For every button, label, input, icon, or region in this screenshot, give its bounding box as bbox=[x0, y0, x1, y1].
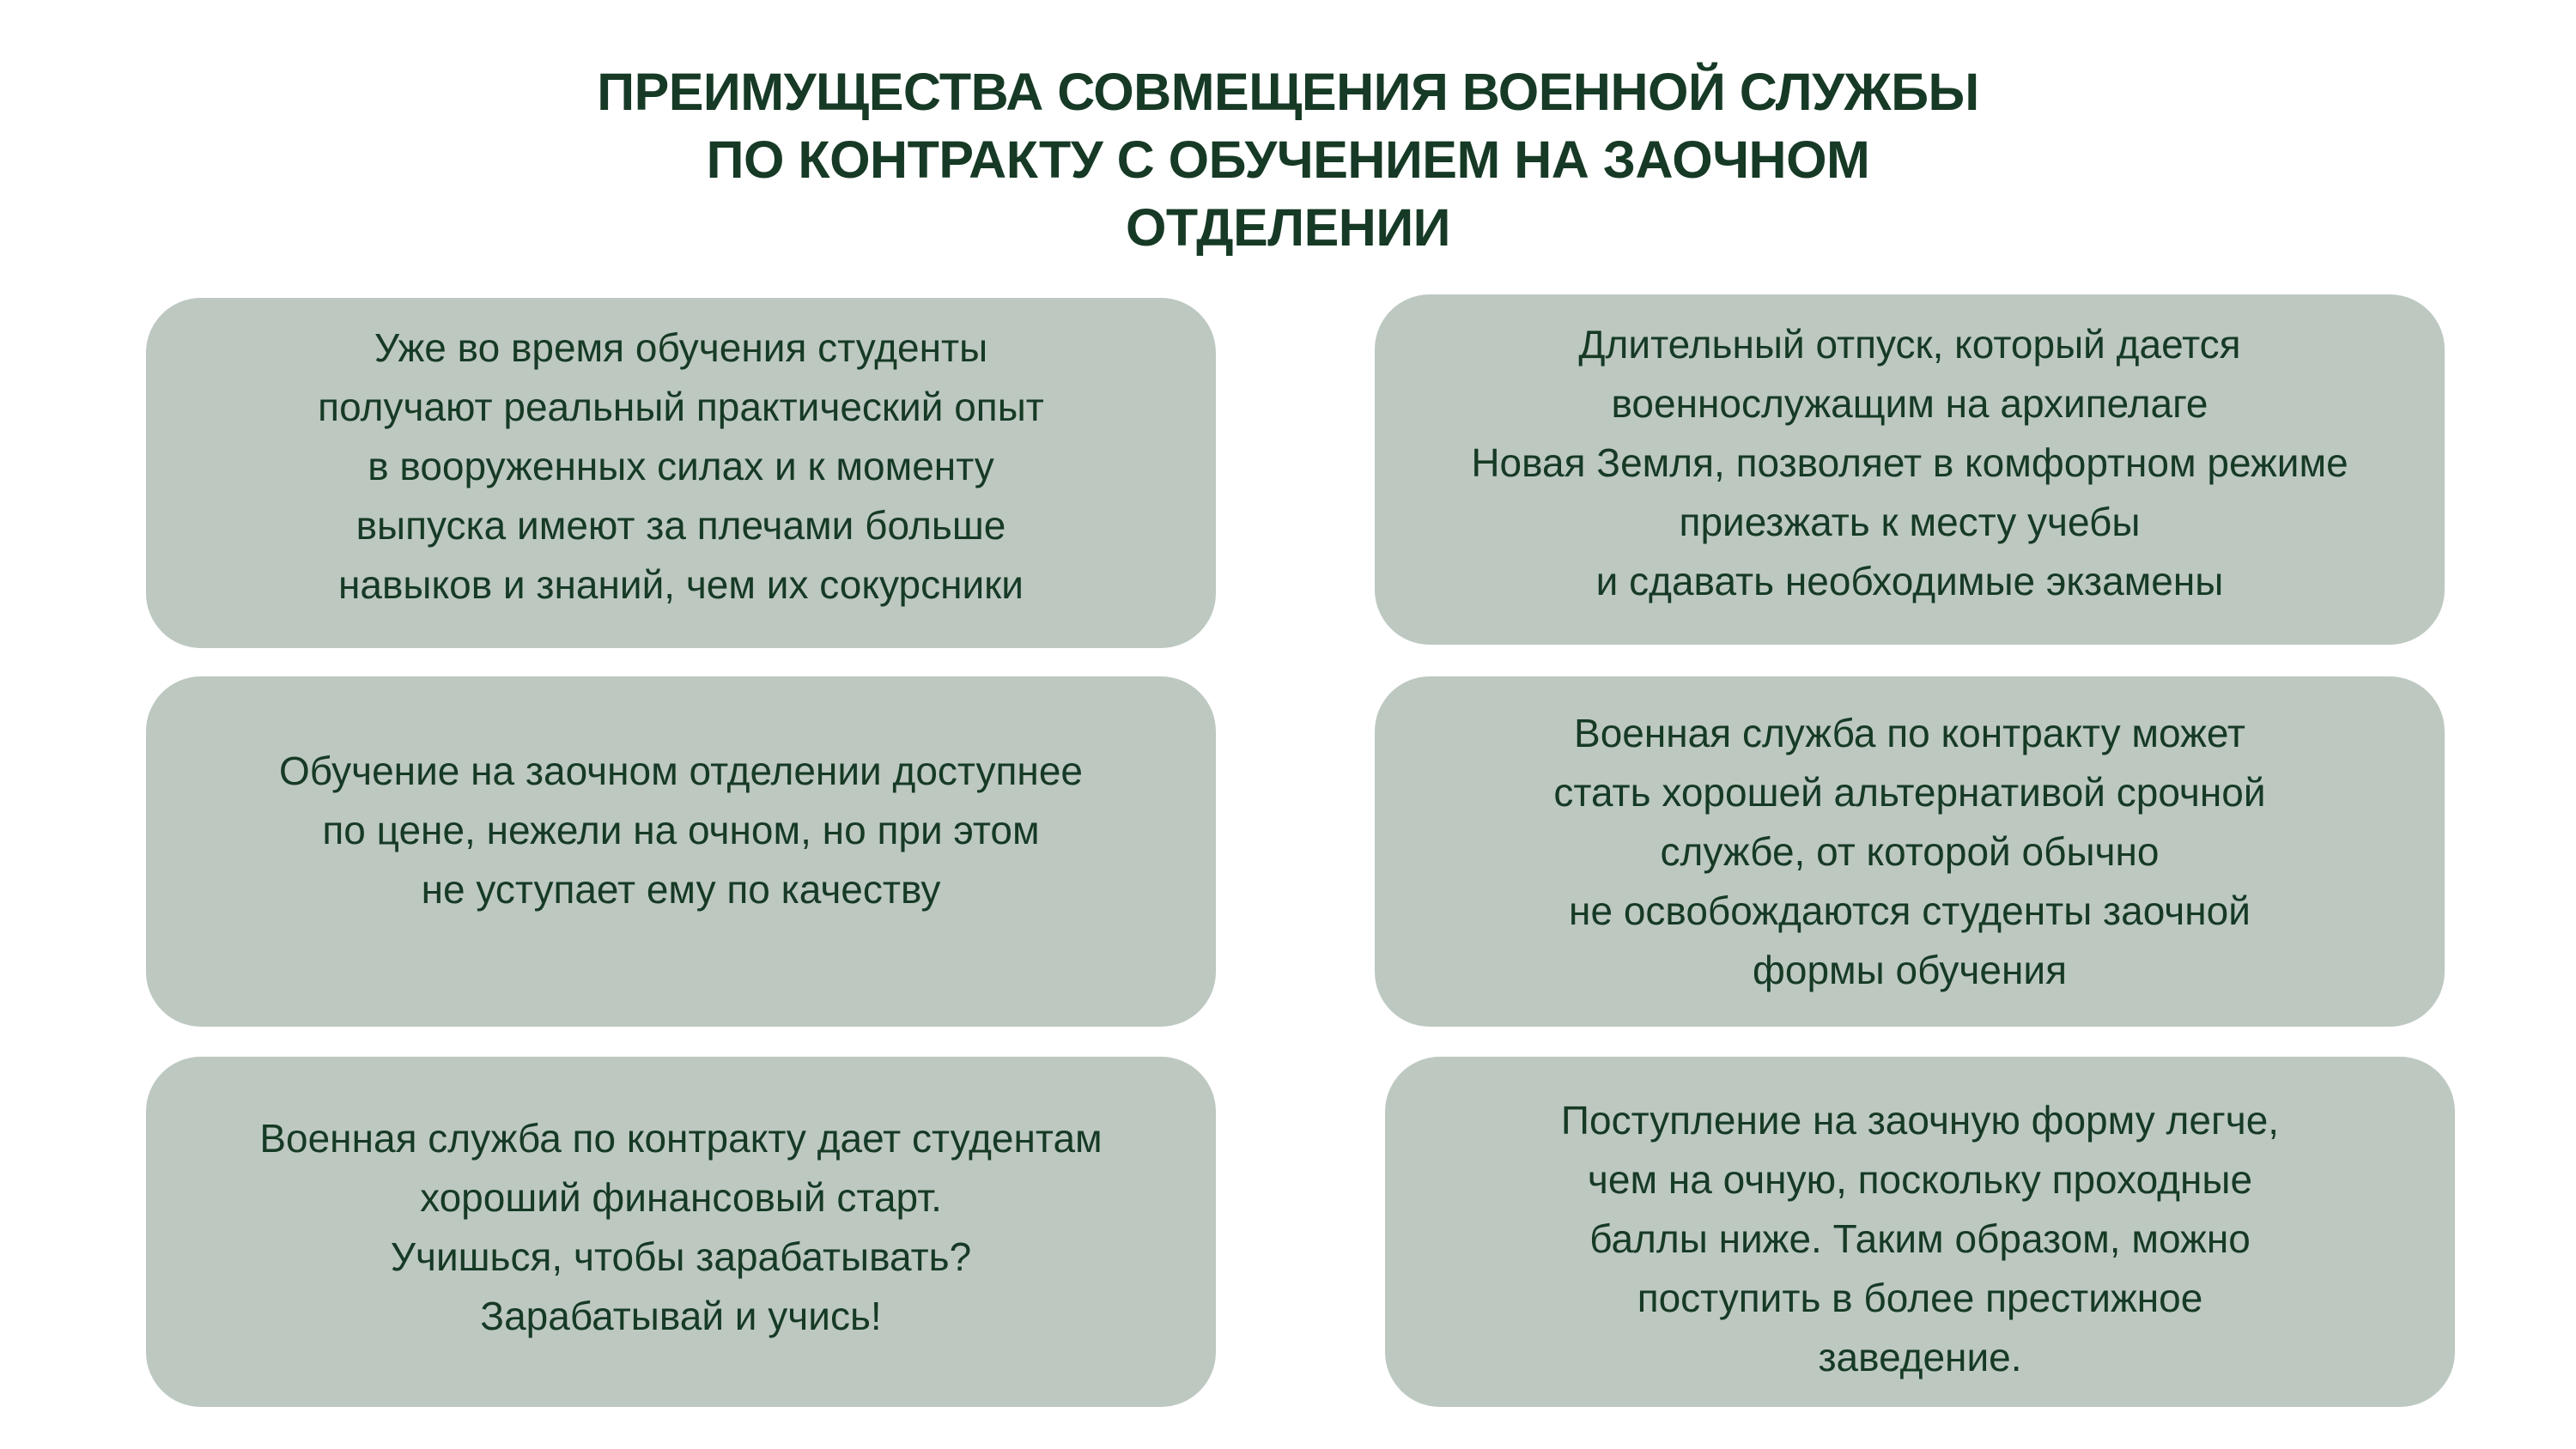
card-text-line: получают реальный практический опыт bbox=[318, 385, 1044, 429]
card-text-line: поступить в более престижное bbox=[1637, 1276, 2203, 1320]
benefit-card-practical-experience bbox=[146, 298, 1216, 648]
title-line-1: ПРЕИМУЩЕСТВА СОВМЕЩЕНИЯ ВОЕННОЙ СЛУЖБЫ bbox=[597, 63, 1979, 121]
card-text-line: не уступает ему по качеству bbox=[421, 867, 941, 912]
benefit-card-affordable-price bbox=[146, 676, 1216, 1027]
page-title bbox=[515, 58, 2061, 262]
card-text-line: стать хорошей альтернативой срочной bbox=[1553, 770, 2266, 815]
card-text-line: чем на очную, поскольку проходные bbox=[1587, 1157, 2253, 1202]
card-text-line: Учишься, чтобы зарабатывать? bbox=[390, 1234, 972, 1279]
card-text-line: не освобождаются студенты заочной bbox=[1569, 888, 2251, 933]
card-text-line: навыков и знаний, чем их сокурсники bbox=[338, 562, 1024, 607]
card-text-line: по цене, нежели на очном, но при этом bbox=[322, 808, 1040, 852]
card-text-line: Поступление на заочную форму легче, bbox=[1560, 1098, 2280, 1143]
card-text-line: выпуска имеют за плечами больше bbox=[355, 503, 1006, 548]
benefit-card-service-alternative bbox=[1375, 676, 2445, 1027]
card-text-line: Военная служба по контракту может bbox=[1574, 711, 2245, 755]
card-text-line: приезжать к месту учебы bbox=[1679, 500, 2141, 544]
benefit-card-long-vacation bbox=[1375, 294, 2445, 645]
card-text-line: и сдавать необходимые экзамены bbox=[1595, 559, 2224, 603]
title-line-2: ПО КОНТРАКТУ С ОБУЧЕНИЕМ НА ЗАОЧНОМ bbox=[706, 130, 1870, 189]
card-text-line: хороший финансовый старт. bbox=[420, 1175, 942, 1220]
card-text-line: военнослужащим на архипелаге bbox=[1611, 381, 2208, 426]
card-text-line: заведение. bbox=[1818, 1335, 2022, 1379]
title-line-3: ОТДЕЛЕНИИ bbox=[1125, 198, 1451, 257]
card-text-line: баллы ниже. Таким образом, можно bbox=[1589, 1216, 2251, 1261]
card-text-line: формы обучения bbox=[1753, 948, 2067, 992]
card-text-line: в вооруженных силах и к моменту bbox=[368, 444, 994, 488]
card-text-line: службе, от которой обычно bbox=[1660, 829, 2160, 874]
card-text-line: Новая Земля, позволяет в комфортном режиме bbox=[1471, 440, 2348, 485]
card-text-line: Уже во время обучения студенты bbox=[374, 325, 988, 370]
benefit-card-financial-start bbox=[146, 1057, 1216, 1407]
card-text-line: Военная служба по контракту дает студентам bbox=[259, 1116, 1103, 1161]
card-text-line: Длительный отпуск, который дается bbox=[1578, 322, 2241, 367]
benefit-card-easier-admission bbox=[1385, 1057, 2455, 1407]
card-text-line: Зарабатывай и учись! bbox=[480, 1294, 882, 1338]
card-text-line: Обучение на заочном отделении доступнее bbox=[279, 749, 1083, 793]
